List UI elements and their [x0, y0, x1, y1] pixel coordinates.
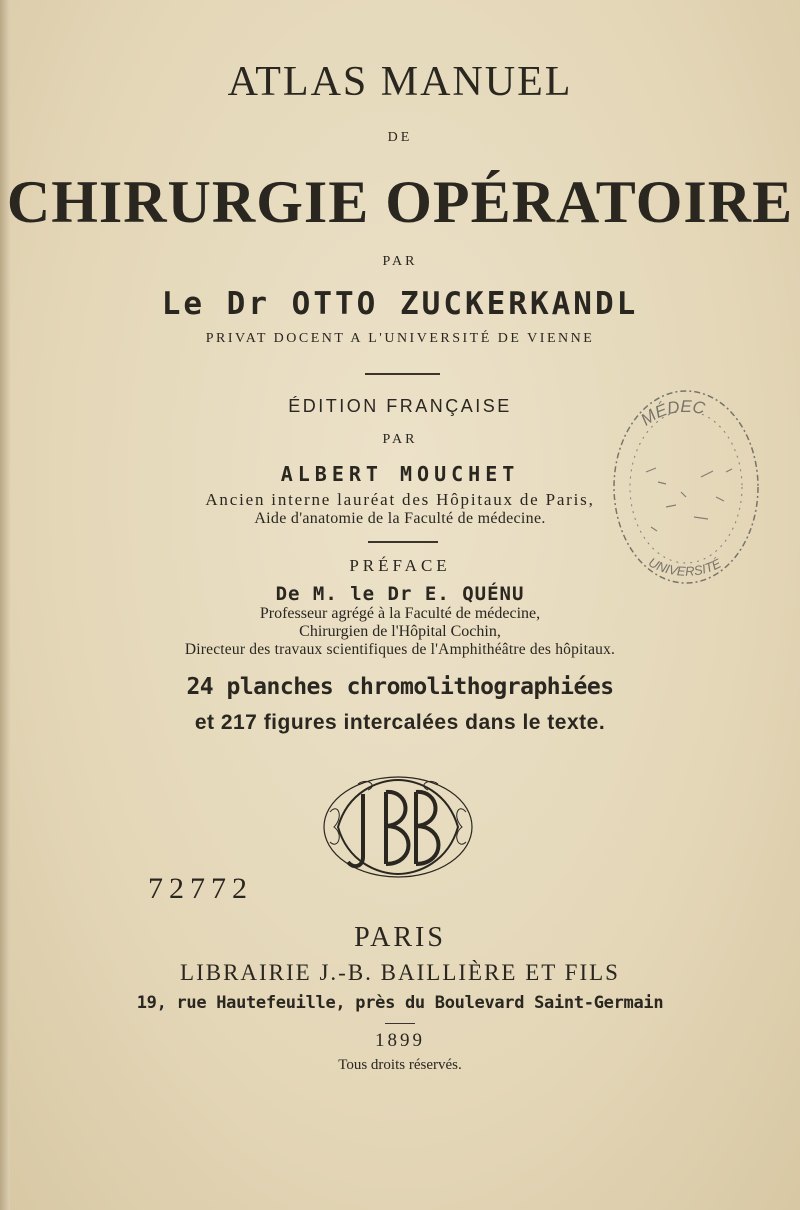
translator-credential-2: Aide d'anatomie de la Faculté de médecine.: [254, 510, 546, 527]
stamp-text-top: MÉDEC: [637, 396, 707, 430]
divider-rule: [385, 1023, 415, 1024]
preface-credential-1: Professeur agrégé à la Faculté de médecine,: [259, 605, 541, 622]
translator-credential-1: Ancien interne lauréat des Hôpitaux de Paris,: [205, 490, 595, 509]
publication-year: 1899: [375, 1030, 425, 1051]
svg-text:MÉDEC: [637, 397, 707, 429]
title-connector: DE: [387, 130, 413, 145]
preface-credential-2: Chirurgien de l'Hôpital Cochin,: [299, 623, 501, 640]
svg-text:UNIVERSITÉ: [646, 554, 724, 578]
rights-notice: Tous droits réservés.: [338, 1057, 462, 1073]
author-title: PRIVAT DOCENT A L'UNIVERSITÉ DE VIENNE: [205, 331, 595, 346]
by-label: PAR: [382, 254, 418, 269]
divider-rule: [365, 373, 440, 375]
publisher-monogram: [318, 772, 478, 882]
title-line-1: ATLAS MANUEL: [227, 59, 573, 105]
stamp-text-bottom: UNIVERSITÉ: [646, 554, 724, 579]
publication-city: PARIS: [354, 922, 446, 953]
preface-credential-3: Directeur des travaux scientifiques de l'Amphithéâtre des hôpitaux.: [184, 641, 616, 658]
preface-label: PRÉFACE: [349, 556, 451, 575]
shelf-mark: 72772: [148, 872, 253, 905]
title-line-2: CHIRURGIE OPÉRATOIRE: [6, 169, 794, 235]
publisher-name: LIBRAIRIE J.-B. BAILLIÈRE ET FILS: [180, 960, 620, 985]
translator-name: ALBERT MOUCHET: [280, 462, 520, 486]
edition-label: ÉDITION FRANÇAISE: [288, 396, 512, 416]
figures-count: et 217 figures intercalées dans le texte.: [194, 711, 606, 734]
plates-count: 24 planches chromolithographiées: [186, 674, 614, 700]
publisher-address: 19, rue Hautefeuille, près du Boulevard Saint-Germain: [136, 993, 664, 1013]
preface-author: De M. le Dr E. QUÉNU: [275, 583, 525, 605]
translator-by-label: PAR: [382, 432, 418, 447]
divider-rule: [368, 541, 438, 543]
author-name: Le Dr OTTO ZUCKERKANDL: [161, 286, 639, 322]
library-stamp: [606, 382, 766, 597]
